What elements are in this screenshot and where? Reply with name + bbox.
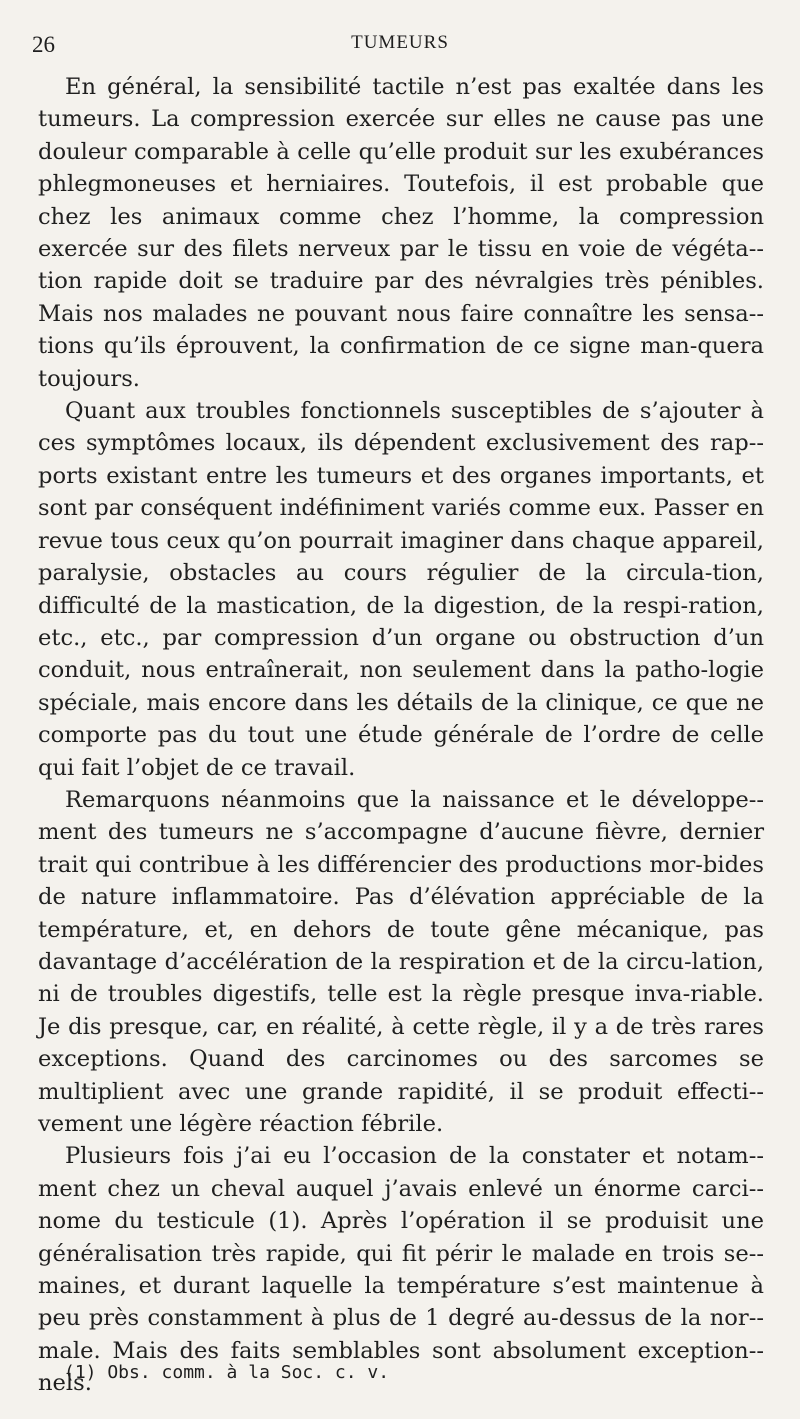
page-header	[32, 32, 768, 60]
page-number: 26	[32, 32, 55, 57]
paragraph-3: Remarquons néanmoins que la naissance et le développe-ment des tumeurs ne s’accompagne d’aucune fièvre, dernier trait qui contribue à les différencier des productions mor-bides de nature inflammatoire. Pas d’élévation appréciable de la température, et, en dehors de toute gêne mécanique, pas davantage d’accélération de la respiration et de la circu-lation, ni de troubles digestifs, telle est la règle presque inva-riable. Je dis presque, car, en réalité, à cette règle, il y a de très rares exceptions. Quand des carcinomes ou des sarcomes se multiplient avec une grande rapidité, il se produit effecti-vement une légère réaction fébrile.	[38, 786, 764, 1137]
paragraph-2: Quant aux troubles fonctionnels susceptibles de s’ajouter à ces symptômes locaux, ils dépendent exclusivement des rap-ports existant entre les tumeurs et des organes importants, et sont par conséquent indéfiniment variés comme eux. Passer en revue tous ceux qu’on pourrait imaginer dans chaque appareil, paralysie, obstacles au cours régulier de la circula-tion, difficulté de la mastication, de la digestion, de la respi-ration, etc., etc., par compression d’un organe ou obstruction d’un conduit, nous entraînerait, non seulement dans la patho-logie spéciale, mais encore dans les détails de la clinique, ce que ne comporte pas du tout une étude générale de l’ordre de celle qui fait l’objet de ce travail.	[38, 398, 764, 781]
body-text	[38, 71, 764, 1400]
footnote: (1) Obs. comm. à la Soc. c. v.	[64, 1362, 390, 1383]
paragraph-4: Plusieurs fois j’ai eu l’occasion de la constater et notam-ment chez un cheval auquel j’avais enlevé un énorme carci-nome du testicule (1). Après l’opération il se produisit une généralisation très rapide, qui fit périr le malade en trois se-maines, et durant laquelle la température s’est maintenue à peu près constamment à plus de 1 degré au-dessus de la nor-male. Mais des faits semblables sont absolument exception-nels.	[38, 1143, 764, 1397]
paragraph-1: En général, la sensibilité tactile n’est pas exaltée dans les tumeurs. La compression exercée sur elles ne cause pas une douleur comparable à celle qu’elle produit sur les exubérances phlegmoneuses et herniaires. Toutefois, il est probable que chez les animaux comme chez l’homme, la compression exercée sur des filets nerveux par le tissu en voie de végéta-tion rapide doit se traduire par des névralgies très pénibles. Mais nos malades ne pouvant nous faire connaître les sensa-tions qu’ils éprouvent, la confirmation de ce signe man-quera toujours.	[38, 74, 764, 392]
running-title: TUMEURS	[351, 32, 449, 53]
